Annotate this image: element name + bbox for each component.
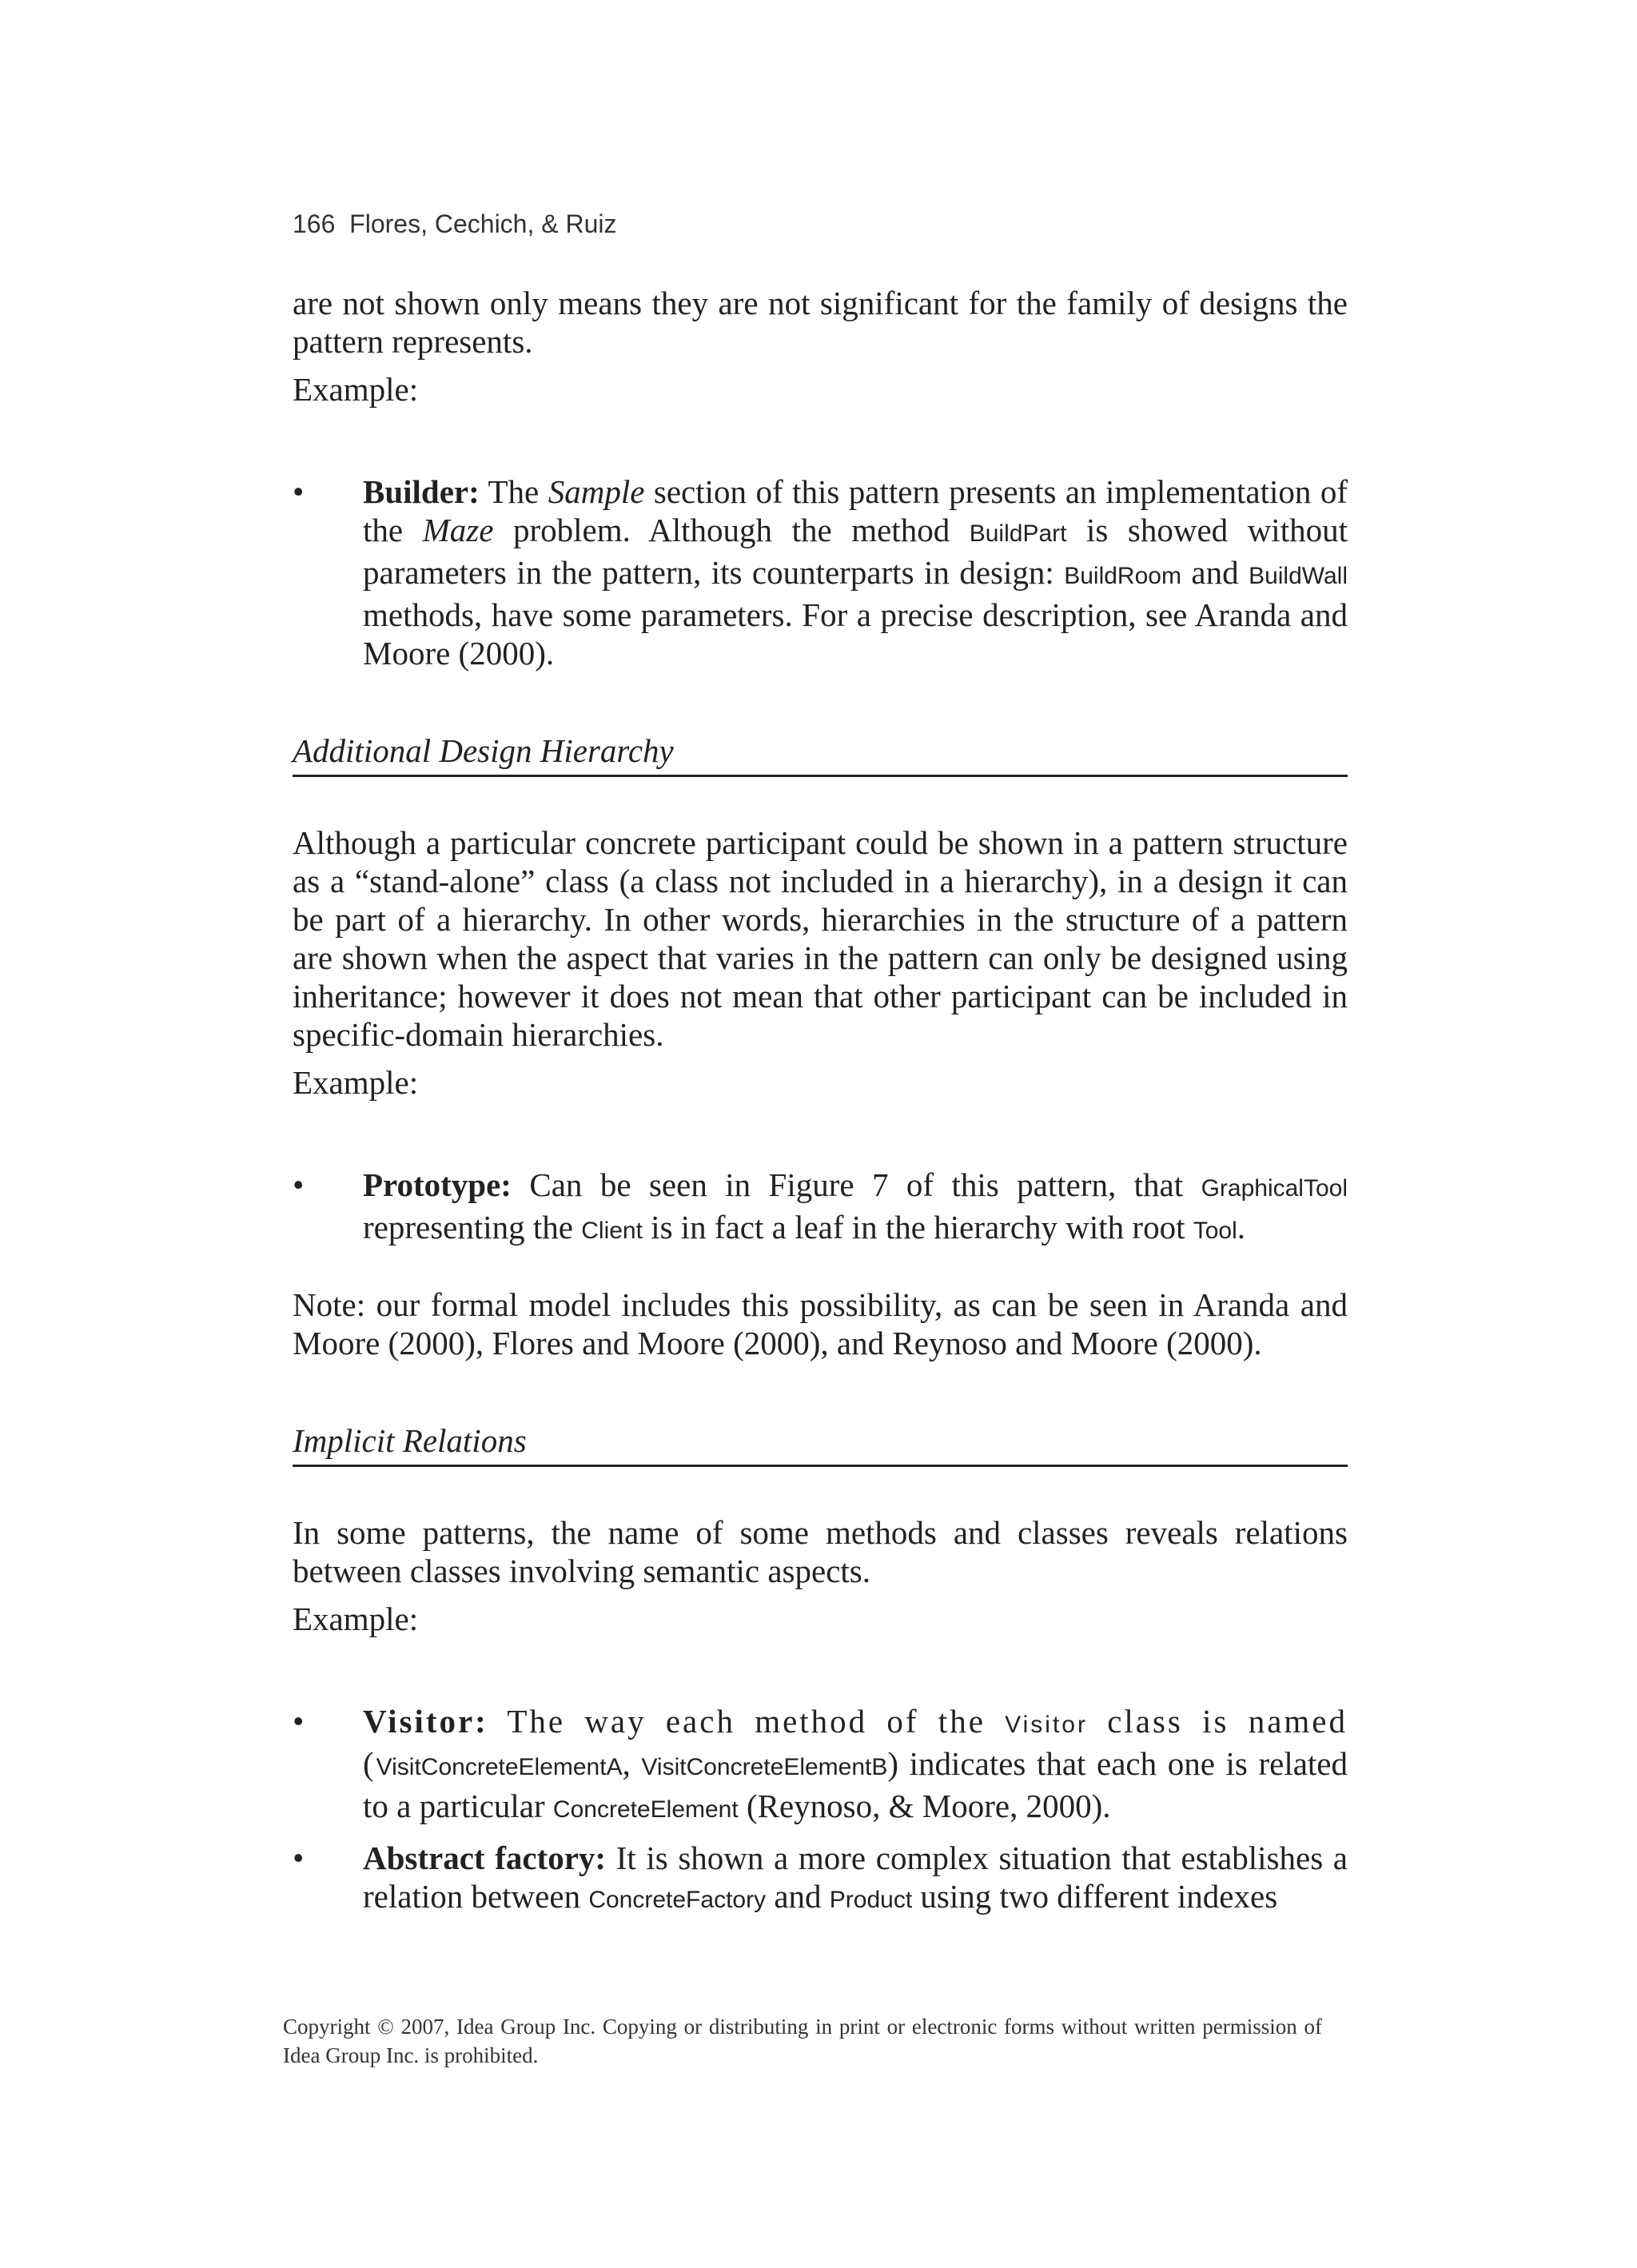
header-authors: Flores, Cechich, & Ruiz <box>349 209 617 238</box>
text-run: The <box>479 473 548 510</box>
body-content <box>293 284 1348 1919</box>
term-abstract-factory: Abstract factory: <box>363 1840 607 1876</box>
term-builder: Builder: <box>363 473 480 510</box>
example-label: Example: <box>293 371 419 408</box>
italic-term: Maze <box>422 512 494 548</box>
code-term: BuildPart <box>969 520 1067 547</box>
text-run: It is shown a more complex situation that establishes a relation between <box>363 1840 1348 1915</box>
builder-list <box>293 472 1348 672</box>
text-run: problem. Although the method <box>493 512 970 548</box>
list-item-abstract-factory <box>293 1839 1348 1919</box>
text-run: The way each method of the <box>488 1703 1006 1740</box>
code-term: GraphicalTool <box>1201 1175 1348 1202</box>
page-number: 166 <box>293 209 336 238</box>
intro-paragraph: are not shown only means they are not significant for the family of designs the pattern represents. <box>293 285 1348 360</box>
section-paragraph: Although a particular concrete participant could be shown in a pattern structure as a “stand-alone” class (a class not included in a hierarchy), in a design it can be part of a hierarchy. In other words, hierarchies in the structure of a pattern are shown when the aspect that varies in the pattern can only be designed using inheritance; however it does not mean that other participant can be included in specific-domain hierarchies. <box>293 824 1348 1053</box>
list-item-builder <box>293 472 1348 672</box>
bullet-icon: • <box>293 1703 305 1740</box>
code-term: BuildRoom <box>1064 563 1181 589</box>
text-run: ) indicates that each one is related to a particular <box>363 1745 1348 1824</box>
text-run: section of this pattern presents an implementation of the <box>363 473 1348 548</box>
list-item-prototype <box>293 1166 1348 1250</box>
code-term: VisitConcreteElementA <box>376 1754 623 1780</box>
list-item-visitor <box>293 1702 1348 1829</box>
section-heading: Implicit Relations <box>293 1421 1348 1467</box>
italic-term: Sample <box>548 473 645 510</box>
code-term: ConcreteElement <box>552 1796 739 1823</box>
section-heading: Additional Design Hierarchy <box>293 731 1348 777</box>
code-term: Client <box>581 1218 643 1244</box>
code-term: Product <box>829 1887 913 1913</box>
bullet-icon: • <box>293 1840 305 1876</box>
example-label: Example: <box>293 1064 419 1101</box>
example-label: Example: <box>293 1600 419 1637</box>
bullet-icon: • <box>293 473 305 510</box>
copyright-footer: Copyright © 2007, Idea Group Inc. Copying or distributing in print or electronic forms without written permission of Idea Group Inc. is prohibited. <box>283 2015 1322 2067</box>
code-term: VisitConcreteElementB <box>641 1754 888 1780</box>
text-run: is showed without parameters in the pattern, its counterparts in design: <box>363 512 1348 591</box>
relations-list <box>293 1702 1348 1919</box>
text-run: (Reynoso, & Moore, 2000). <box>738 1788 1111 1824</box>
text-run: . <box>1237 1209 1246 1246</box>
code-term: Tool <box>1193 1218 1237 1244</box>
term-visitor: Visitor: <box>363 1703 488 1740</box>
note-paragraph: Note: our formal model includes this possibility, as can be seen in Aranda and Moore (2000), Flores and Moore (2000), and Reynoso and Moore (2000). <box>293 1286 1348 1361</box>
text-run: representing the <box>363 1209 582 1246</box>
text-run: methods, have some parameters. For a precise description, see Aranda and Moore (2000). <box>363 596 1348 672</box>
code-term: BuildWall <box>1249 563 1348 589</box>
text-run: is in fact a leaf in the hierarchy with root <box>642 1209 1193 1246</box>
text-run: Can be seen in Figure 7 of this pattern, that <box>511 1166 1201 1203</box>
code-term: Visitor <box>1005 1712 1088 1738</box>
section-paragraph: In some patterns, the name of some methods and classes reveals relations between classes involving semantic aspects. <box>293 1514 1348 1589</box>
text-run: and <box>766 1878 830 1915</box>
text-run: and <box>1181 554 1249 591</box>
running-header <box>293 209 617 239</box>
text-run: using two different indexes <box>912 1878 1278 1915</box>
term-prototype: Prototype: <box>363 1166 512 1203</box>
code-term: ConcreteFactory <box>588 1887 767 1913</box>
text-run: class is named ( <box>363 1703 1348 1782</box>
prototype-list <box>293 1166 1348 1250</box>
text-run: , <box>622 1745 642 1782</box>
bullet-icon: • <box>293 1166 305 1203</box>
